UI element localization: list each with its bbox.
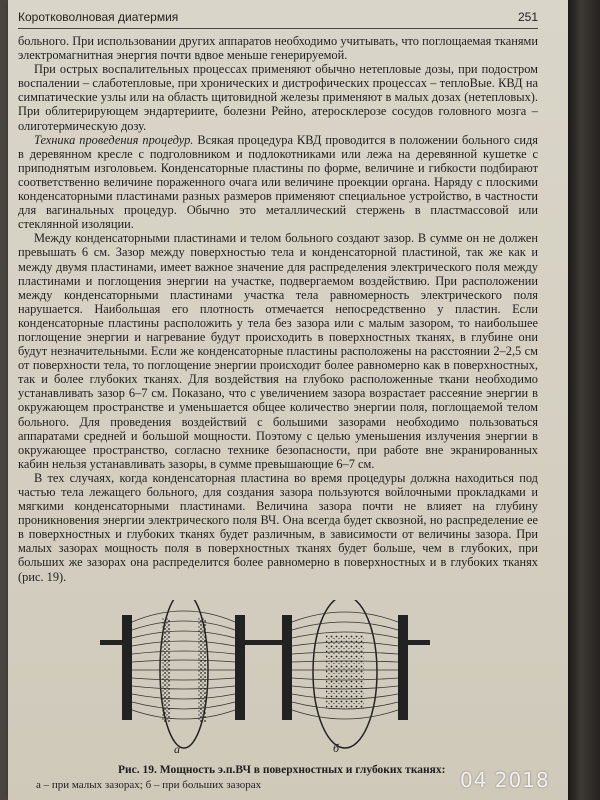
capacitor-plate-left-a: [122, 615, 132, 720]
figure-caption-title: Рис. 19. Мощность э.п.ВЧ в поверхностных и глубоких тканях:: [118, 764, 446, 776]
diagram-b: [260, 600, 430, 748]
figure-label-a: а: [174, 742, 180, 756]
paragraph: Между конденсаторными пластинами и телом больного создают зазор. В сумме он не должен превышать 6 см. Зазор между поверхностью тела и конденсаторной пластиной, так же как и между двумя пластинами, имеет важное значение для распределения электрического поля между пластинами и поглощения энергии на участке, подвергаемом воздействию. При расположении между конденсаторными пластинами участка тела равномерность электрического поля нарушается. Наибольшая его плотность отмечается непосредственно у пластин. Если конденсаторные пластины расположить у тела без зазора или с малым зазором, то наибольшее поглощение энергии и нагревание будут происходить в поверхностных тканях, в глубине они будут незначительными. Если же конденсаторные пластины расположены на расстоянии 2–2,5 см от поверхности тела, то поглощение энергии происходит более равномерно как в поверхностных, так и более глубоких тканях. Для воздействия на глубоко расположенные ткани необходимо устанавливать зазор 6–7 см. Показано, что с увеличением зазора возрастает рассеяние энергии в окружающем пространстве и уменьшается общее количество энергии поля, поглощаемой телом больного. Для проведения воздействий с большими зазорами необходимо пользоваться аппаратами средней и большой мощности. Поэтому с целью уменьшения излучения энергии в окружающее пространство, согласно технике безопасности, при работе вне экранированных кабин нельзя устанавливать зазоры, в сумме превышающие 6–7 см.: [18, 231, 538, 471]
page-number: 251: [517, 10, 538, 24]
paragraph: [18, 133, 538, 232]
book-spine: [568, 0, 600, 800]
paragraph: В тех случаях, когда конденсаторная пластина во время процедуры должна находиться под частью тела лежащего больного, для создания зазора пользуются войлочными прокладками и мягкими конденсаторными пластинами. Величина зазора почти не влияет на глубину проникновения энергии электрического поля ВЧ. Она всегда будет сквозной, но распределение ее в поверхностных и глубоких тканях будет различным, в зависимости от величины зазора. При малых зазорах мощность поля в поверхностных тканях будет больше, чем в глубоких, при больших же зазорах она распределится более равномерно в поверхностных и в глубоких тканях (рис. 19).: [18, 470, 538, 584]
energy-density-b: [326, 635, 364, 710]
paragraph: больного. При использовании других аппаратов необходимо учитывать, что поглощаемая тканями электромагнитная энергия почти вдвое меньше генерируемой.: [18, 34, 538, 63]
running-header: [18, 8, 538, 29]
figure-caption-legend: а – при малых зазорах; б – при больших зазорах: [36, 779, 262, 791]
capacitor-plate-right-b: [398, 615, 408, 720]
capacitor-plate-right-a: [235, 615, 245, 720]
capacitor-plate-left-b: [282, 615, 292, 720]
field-lines-a: [132, 611, 235, 719]
book-page: [8, 0, 568, 800]
body-text: [18, 34, 538, 584]
figure-label-b: б: [333, 741, 340, 755]
electrode-lead-right-b: [408, 640, 430, 645]
date-watermark: 04 2018: [460, 768, 550, 792]
figure-19-diagram: [100, 600, 430, 760]
paragraph-body: Всякая процедура КВД проводится в положении больного сидя в деревянном кресле с подголовником и подлокотниками или лежа на деревянной кушетке с приподнятым изголовьем. Конденсаторные пластины по форме, величине и гибкости подбирают соответственно величине пораженного очага или величине проекции органа. Наряду с плоскими конденсаторными пластинами разных размеров применяют специальное устройство, в частности для вагинальных процедур. Обычно это металлический стержень в пластмассовой или стеклянной изоляции.: [18, 132, 538, 232]
paragraph-lead-in: Техника проведения процедур.: [34, 132, 194, 147]
diagram-a: [100, 600, 269, 748]
running-header-title: Коротковолновая диатермия: [18, 10, 179, 24]
paragraph: При острых воспалительных процессах применяют обычно нетепловые дозы, при подостром воспалении – слаботепловые, при хронических и дистрофических процессах – теплоВые. КВД на симпатические узлы или на область щитовидной железы применяют в малых дозах (нетепловых). При облитерирующем эндартериите, болезни Рейно, атеросклерозе сосудов головного мозга – олиготермическую дозу.: [18, 62, 538, 133]
